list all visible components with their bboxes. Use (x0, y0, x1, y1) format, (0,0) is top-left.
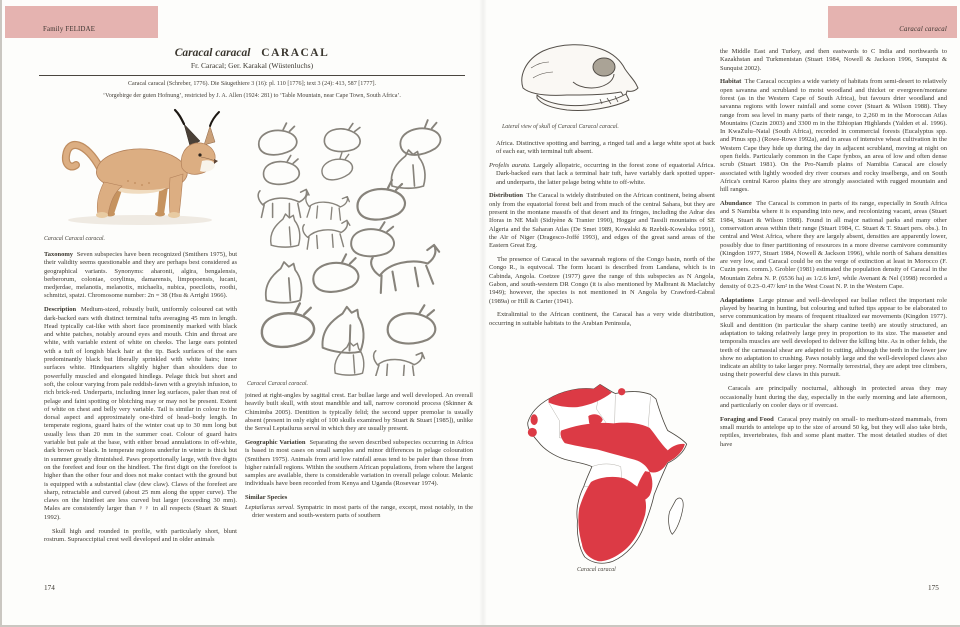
distribution-section (489, 192, 715, 250)
foraging-text: Caracal prey mainly on small- to medium-sized mammals, from small murids to antelope up to the size of around 50 kg, but they will also take birds, reptiles, invertebrates, fish and some plant matter. The most detailed studies of diet have (720, 415, 947, 448)
similar-species-heading: Similar Species (245, 494, 288, 502)
foraging-heading: Foraging and Food (720, 415, 774, 423)
skull-illustration (507, 38, 667, 120)
habitat-text: The Caracal occupies a wide variety of habitats from semi-desert to relatively open savanna and scrubland to moist woodland and thicket or evergreen/montane forest (as in the Western Cape of South Africa), but favours drier woodland and savanna regions with lower rainfall and some cover (Stuart & Wilson 1988). They range from sea level in many parts of their range, to 2,260 m in the Moroccan Atlas Mountains (Cuzin 2003) and 3300 m in the Ethiopian Highlands (Yalden et al. 1996). In KwaZulu–Natal (South Africa), recorded in commercial forests (Eucalyptus spp. and Pinus spp.) (Rowe-Rowe 1992a), and in areas of intensive wheat cultivation in the Western Cape they hide up during the day in adjacent scrubland, moving at night on open fields. Particularly common in the Cape fynbos, an area of low and often dense scrub (Stuart 1981). On the Pro-Namib plains of Namibia Caracal are closely associated with lightly wooded dry river courses and rocky inselbergs, and on South Africa's central Karoo plains they are strongly associated with rugged mountain and hill ranges. (720, 78, 947, 194)
geographic-variation-heading: Geographic Variation (245, 438, 306, 446)
similar-species-serval (245, 504, 473, 521)
map-caption: Caracal caracal (577, 567, 616, 573)
foraging-section (720, 416, 947, 449)
habitat-section (720, 78, 947, 194)
abundance-section (720, 200, 947, 291)
sketches-caption: Caracal Caracal caracal. (247, 381, 309, 387)
habitat-heading: Habitat (720, 78, 742, 86)
description-continuation: Skull high and rounded in profile, with particularly short, blunt rostrum. Supraoccipital crest well developed and in older animals (44, 527, 237, 543)
title-rule (39, 75, 465, 76)
taxonomy-section (44, 251, 237, 301)
description-text: Medium-sized, robustly built, uniformly coloured cat with dark-backed ears with distinct terminal tufts averaging 45 mm in length. Head typically cat-like with short face prominently marked with black and white patches, notably around eyes and mouth. Chin and throat are white, with variable extent of white on cheeks. The large ears pointed with a tuft of longish black hair at the tip. Back surfaces of the ears predominantly black but liberally sprinkled with white hairs; inner surfaces white. Hindquarters slightly higher than shoulders due to powerfully muscled and elongated hindlegs. Pelage thick but short and soft, the colour varying from pale reddish-fawn with a greyish infusion, to rich brick-red. Underparts, including inner leg surfaces, paler than rest of pelage and faint spotting or blotching may or may not be present. Extent of white on chest and belly very variable. Tail is similar in colour to the dorsal aspect and approximately one-third of head–body length. In temperate regions, guard hairs of the winter coat up to 30 mm long but usually less than 20 mm in the summer coat. Colour of guard hairs variable but pale at the base, with either broad annulations in off-white, dark brown or black. In temperate regions underfur in winter is thick but in summer greatly diminished. Paws proportionally large, with five digits on the forefeet and four on the hindfeet. The first digit on the forefoot is higher than the other four and does not make contact with the ground but is equipped with a substantial claw (dew claw). Claws of the forefeet are sharp, retractable and curved (about 25 mm along the upper curve). The claws on the hindfeet are less curved but larger (exceeding 30 mm). Males are consistently larger than ♀♀ in all respects (Stuart & Stuart 1992). (44, 306, 237, 521)
similar-species-aurata (489, 162, 715, 187)
adaptations-heading: Adaptations (720, 296, 754, 304)
left-page-column-1 (44, 251, 237, 584)
species-title-block (27, 47, 477, 100)
taxonomy-text: Seven subspecies have been recognized (Smithers 1975), but their validity seems questionable and they are perhaps best considered as geographical variants. Synonyms: aharonii, algira, bengalensis, berberorum, coloniae, corylinus, damarensis, limpopoensis, lucani, medjerdae, melanotis, melanotix, michaelis, nubica, poecilotis, roothi, schmitzi, spatzi. Chromosome number: 2n = 38 (Hsu & Arrighi 1966). (44, 251, 237, 300)
sketches-illustration (246, 114, 472, 376)
skull-caption: Lateral view of skull of Caracal Caracal caracal. (502, 124, 619, 130)
left-page-number: 174 (44, 584, 55, 592)
serval-text: Sympatric in most parts of the range, except, most notably, in the drier western and south-western parts of southern (252, 503, 473, 519)
species-scientific-name: Caracal caracal (174, 47, 251, 59)
left-page-column-2 (245, 392, 473, 584)
geographic-variation-section (245, 439, 473, 489)
left-running-header-band (5, 6, 158, 38)
aurata-text: Largely allopatric, occurring in the forest zone of equatorial Africa. Dark-backed ears that lack a terminal hair tuft, have variably dark spotted upper- and underparts, the latter pelage being white to off-white. (496, 162, 715, 186)
adaptations-paragraph-2: Caracals are principally nocturnal, although in protected areas they may occasionally hunt during the day, especially in the early morning and late afternoon, and particularly on cooler days or if overcast. (720, 385, 947, 409)
geographic-variation-text: Separating the seven described subspecies occurring in Africa is based in most cases on small samples and minor differences in pelage colouration (Smithers 1975). Animals from arid low rainfall areas tend to be paler than those from higher rainfall regions. Within the southern African populations, from where the largest samples are available, there is considerable variation in overall pelage colour. Melanic individuals have been recorded from Kenya and Uganda (Rosevear 1974). (245, 438, 473, 488)
vernacular-names: Fr. Caracal; Ger. Karakal (Wüstenluchs) (190, 61, 314, 70)
description-heading: Description (44, 306, 77, 314)
taxonomy-heading: Taxonomy (44, 251, 74, 258)
species-title (27, 47, 477, 59)
adaptations-text: Large pinnae and well-developed ear bullae reflect the important role played by hearing in hunting, but colouring and tufted tips appear to be elaborated to serve communication by means of frequent ritualized ear movements (Kingdon 1977). Skull and dentition (in particular the sharp canine teeth) are stoutly structured, an adaptation to taking relatively large prey in proportion to its size. The masseter and temporalis muscles are well developed to deliver the killing bite. As in other felids, the teeth of the carnassial shear are adapted to cutting, although the teeth in the lower jaw show no adaptation to crushing. Paws notably large and the well-developed claws also indicate an ability to take larger prey. Normally terrestrial, they are adept tree climbers, using their powerful dew claws in this pursuit. (720, 296, 947, 379)
abundance-text: The Caracal is common in parts of its range, especially in South Africa and S Namibia where it is expanding into new, and recolonizing vacant, areas (Stuart 1984, Stuart & Wilson 1988). Found in all major national parks and many other conservation areas within their range (Stuart 1984, C. Stuart & T. Stuart pers. obs.). In central and West Africa, where they are largely absent, densities are apparently lower, possibly due to finer partitioning of resources in a more diverse carnivore community (Kingdon 1977, Stuart 1984, Nowell & Jackson 1996), while north of Sahara densities are very low, and Caracal could be on the verge of extinction at least in Morocco (F. Cuzin pers. comm.). Grobler (1981) estimated the population density of Caracal in the Mountain Zebra N. P. (6536 ha) as 1/2.6 km², while Avenant & Nel (1998) recorded a density of 0.23–0.47/ km² in the West Coast N. P. in the Western Cape. (720, 200, 947, 291)
citation-line-1: Caracal caracal (Schreber, 1776). Die Säugethiere 3 (16): pl. 110 [1776]; text 3 (24): 413, 587 [1777]. (127, 81, 377, 87)
caracal-illustration-caption: Caracal Caracal caracal. (44, 236, 106, 242)
citation-line-2: ‘Vorgebirge der guten Hofnung’, restricted by J. A. Allen (1924: 281) to ‘Table Mountain, near Cape Town, South Africa’. (103, 93, 401, 99)
right-page-column-1 (489, 140, 715, 381)
serval-name: Leptailurus serval. (245, 503, 295, 511)
distribution-continuation: the Middle East and Turkey, and then eastwards to C India and northwards to Kazakhstan and Turkmenistan (Stuart 1984, Nowell & Jackson 1996, Sunquist & Sunquist 2002). (720, 48, 947, 72)
caracal-illustration (40, 108, 236, 232)
distribution-heading: Distribution (489, 192, 523, 200)
distribution-map (502, 380, 717, 565)
abundance-heading: Abundance (720, 200, 752, 208)
right-running-header: Caracal caracal (899, 26, 947, 33)
adaptations-section (720, 297, 947, 380)
page-gutter (479, 0, 487, 627)
left-running-header: Family FELIDAE (43, 26, 96, 33)
right-running-header-band (828, 6, 957, 38)
species-common-name: CARACAL (261, 47, 330, 59)
aurata-name: Profelis aurata. (489, 162, 531, 170)
distribution-paragraph-2: The presence of Caracal in the savannah regions of the Congo basin, north of the Congo R., is equivocal. The form lucani is described from Landana, which is in Cabinda, Angola. Coetzee (1977) gave the range of this subspecies as N Angola, Gabon, and south-western DR Congo (it is also mentioned by Malbrant & Maclatchy 1949); however, the species is not mentioned in N Angola by Crawford-Cabral (1989a) or Hill & Carter (1941). (489, 256, 715, 305)
right-page-number: 175 (928, 584, 939, 592)
description-section (44, 306, 237, 522)
skull-text-continuation: joined at right-angles by sagittal crest. Ear bullae large and well developed. An overall heavily built skull, with stout mandible and tall, narrow coronoid process (Skinner & Chimimba 2005). Dentition is typically felid; the second upper premolar is usually absent (present in only eight of 100 skulls examined by Stuart & Stuart [1985]), unlike the Serval Leptailurus serval in which they are usually present. (245, 392, 473, 433)
right-page-column-2 (720, 48, 947, 586)
distribution-paragraph-3: Extralimital to the African continent, the Caracal has a very wide distribution, occurring in suitable habitats to the Arabian Peninsula, (489, 311, 715, 327)
serval-text-continuation: Africa. Distinctive spotting and barring, a ringed tail and a large white spot at back of each ear, with terminal tuft absent. (496, 140, 715, 156)
distribution-text: The Caracal is widely distributed on the African continent, being absent only from the equatorial forest belt and from much of the central Sahara, but they are present in the montane massifs of that desert and its fringes, including the Adrar des Iforas in NE Mali (Sidiyène & Tranier 1990), Hoggar and Tassili mountains of SE Algeria and the Saharan Atlas (De Smet 1989, Kowalski & Rzebik-Kowalska 1991), the Aïr of Niger (Dragesco-Joffé 1993), and edges of the great sand areas of the Eastern Great Erg. (489, 192, 715, 250)
